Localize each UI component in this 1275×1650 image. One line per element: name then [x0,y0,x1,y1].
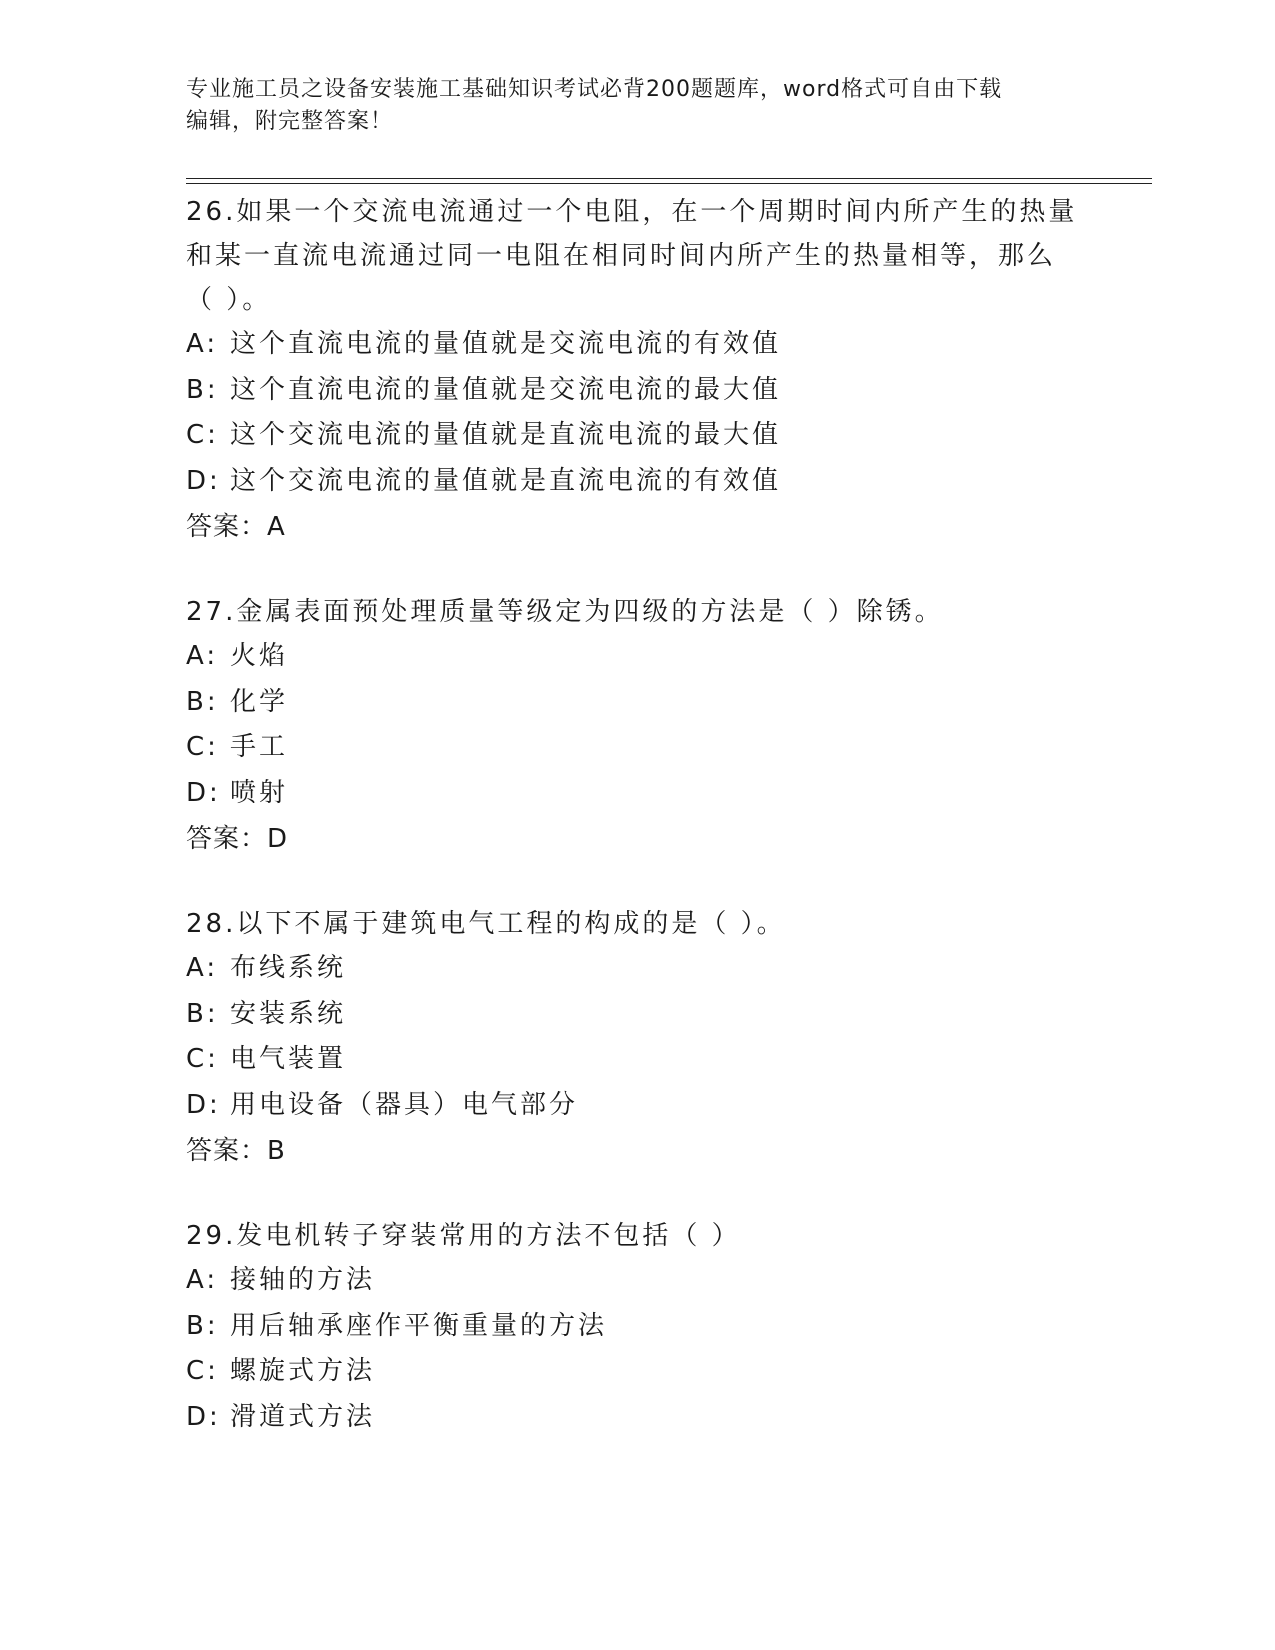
document-header [186,74,1086,138]
option-d [186,459,1086,505]
answer-value: A [267,512,288,542]
option-d [186,1395,1086,1441]
answer-line [186,504,1086,550]
answer-line [186,816,1086,862]
option-text: 这个交流电流的量值就是直流电流的有效值 [230,465,782,496]
option-text: 化学 [230,686,289,717]
option-text: 这个直流电流的量值就是交流电流的有效值 [230,329,782,359]
option-text: 这个直流电流的量值就是交流电流的最大值 [230,374,782,405]
question-text: 如果一个交流电流通过一个电阻，在一个周期时间内所产生的热量 [236,197,1078,227]
option-text: 螺旋式方法 [230,1356,376,1386]
option-letter: B: [186,998,219,1029]
header-title-line-1: 专业施工员之设备安装施工基础知识考试必背200题题库，word格式可自由下载 [186,77,1003,102]
answer-line [186,1128,1086,1174]
question-number: 27. [186,597,237,627]
question-number: 29. [186,1221,237,1251]
option-letter: B: [186,374,219,405]
header-divider-top [186,178,1152,179]
question-text: 以下不属于建筑电气工程的构成的是（ ）。 [236,909,786,939]
option-text: 接轴的方法 [230,1265,376,1295]
option-letter: C: [186,420,219,450]
option-letter: D: [186,777,221,808]
option-a [186,322,1086,368]
option-a [186,1258,1086,1304]
option-text: 用后轴承座作平衡重量的方法 [230,1310,608,1341]
option-d [186,771,1086,817]
answer-label: 答案： [186,1136,268,1166]
option-b [186,992,1086,1038]
option-c [186,1037,1086,1083]
question-28 [186,902,1086,1174]
option-text: 电气装置 [230,1044,347,1074]
option-letter: C: [186,1356,219,1386]
option-b [186,368,1086,414]
header-title-line-2: 编辑，附完整答案！ [186,109,394,134]
answer-label: 答案： [186,824,268,854]
question-text: （ ）。 [186,285,272,315]
option-a [186,634,1086,680]
option-letter: A: [186,953,219,983]
option-text: 手工 [230,732,289,762]
option-letter: C: [186,732,219,762]
answer-value: B [267,1136,288,1166]
option-letter: A: [186,641,219,671]
option-text: 布线系统 [230,953,347,983]
question-text: 金属表面预处理质量等级定为四级的方法是（ ）除锈。 [236,597,944,627]
option-letter: D: [186,465,221,496]
option-letter: D: [186,1401,221,1432]
answer-value: D [267,824,291,854]
question-text: 发电机转子穿装常用的方法不包括（ ） [236,1221,741,1251]
option-letter: B: [186,686,219,717]
option-text: 火焰 [230,641,289,671]
question-list [186,190,1086,1480]
option-text: 这个交流电流的量值就是直流电流的最大值 [230,420,782,450]
option-a [186,946,1086,992]
question-text: 和某一直流电流通过同一电阻在相同时间内所产生的热量相等，那么 [186,241,1057,271]
option-b [186,1304,1086,1350]
option-c [186,725,1086,771]
question-27 [186,590,1086,862]
answer-label: 答案： [186,512,268,542]
option-letter: C: [186,1044,219,1074]
option-d [186,1083,1086,1129]
question-number: 28. [186,909,237,939]
option-text: 安装系统 [230,998,347,1029]
option-c [186,1349,1086,1395]
header-divider-bottom [186,183,1152,184]
option-letter: B: [186,1310,219,1341]
question-26 [186,190,1086,550]
option-b [186,680,1086,726]
option-letter: A: [186,329,219,359]
option-c [186,413,1086,459]
option-text: 滑道式方法 [230,1401,376,1432]
option-letter: D: [186,1089,221,1120]
question-29 [186,1214,1086,1440]
option-text: 喷射 [230,777,289,808]
option-text: 用电设备（器具）电气部分 [230,1089,579,1120]
question-number: 26. [186,197,237,227]
option-letter: A: [186,1265,219,1295]
